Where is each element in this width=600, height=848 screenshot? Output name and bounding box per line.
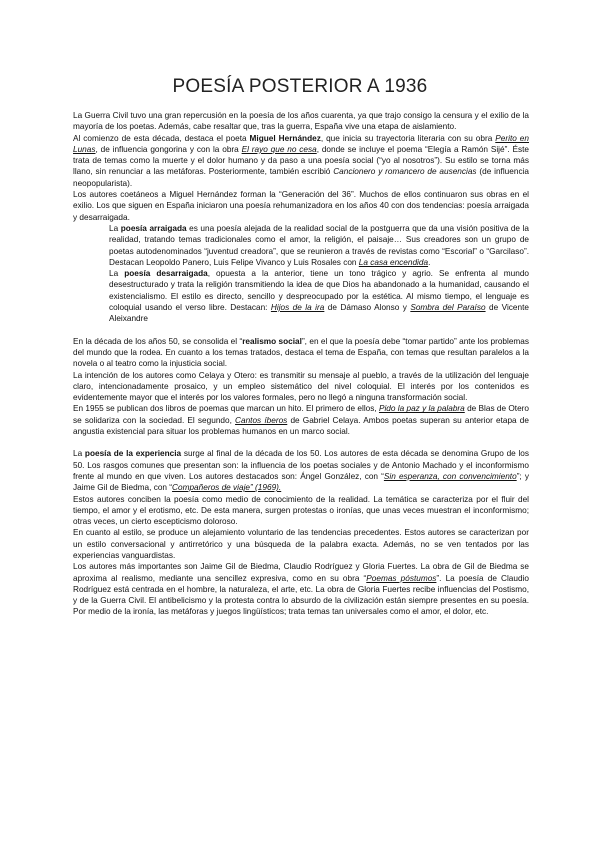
work-hijos-de-la-ira: Hijos de la ira — [270, 303, 325, 313]
paragraph-miguel-hernandez: Al comienzo de esta década, destaca el poeta Miguel Hernández, que inicia su trayectoria literaria con su obra Perito en Lunas, de influencia gongorina y con la obra El rayo que no cesa, donde se incluye el poema “Elegía a Ramón Sijé”. Éste trata de temas como la muerte y el dolor humano y da paso a una poesía social (“yo al nosotros”). Su estilo se torna más llano, sin renunciar a las metáforas. Posteriormente, también escribió Cancionero y romancero de ausencias (de influencia neopopularista). — [73, 133, 529, 188]
author-miguel-hernandez: Miguel Hernández — [249, 133, 321, 143]
work-cancionero: Cancionero y romancero de ausencias — [333, 167, 477, 177]
term-realismo-social: realismo social — [242, 336, 302, 346]
work-el-rayo-que-no-cesa: El rayo que no cesa — [241, 144, 317, 154]
page-title: POESÍA POSTERIOR A 1936 — [172, 76, 428, 97]
term-poesia-arraigada: poesía arraigada — [120, 223, 187, 233]
work-poemas-postumos: Poemas póstumos — [366, 573, 437, 583]
paragraph-poesia-arraigada: La poesía arraigada es una poesía alejada de la realidad social de la postguerra que da una visión positiva de la realidad, tratando temas tradicionales como el amor, la religión, el paisaje… Sus creadores son un grupo de poetas autodenominados “juventud creadora”, que se reunieron a través de revistas como “Escorial” o “Garcilaso”. Destacan Leopoldo Panero, Luis Felipe Vivanco y Luis Rosales con La casa encendida. — [109, 223, 529, 267]
work-perito-en-lunas: Perito en Lunas — [73, 133, 529, 154]
work-cantos-iberos: Cantos íberos — [235, 415, 288, 425]
document-body — [73, 110, 529, 618]
work-pido-la-paz: Pido la paz y la palabra — [378, 404, 465, 414]
work-companeros-year: ” (1969). — [250, 483, 282, 493]
paragraph-tematica: Estos autores conciben la poesía como medio de conocimiento de la realidad. La temática se caracteriza por el fluir del tiempo, el amor y el erotismo, etc. De esta manera, surgen protestas o ironías, que unas veces muestran el inconformismo; otras veces, un cierto escepticismo doloroso. — [73, 494, 529, 527]
term-poesia-experiencia: poesía de la experiencia — [84, 449, 182, 459]
paragraph-poesia-desarraigada: La poesía desarraigada, opuesta a la anterior, tiene un tono trágico y agrio. Se enfrenta al mundo desestructurado y trata la religión transmitiendo la idea de que Dios ha abandonado a la humanidad, causando el existencialismo. El estilo es directo, sencillo y despreocupado por la estética. Al mismo tiempo, el lenguaje es coloquial usando el verso libre. Destacan: Hijos de la ira de Dámaso Alonso y Sombra del Paraíso de Vicente Aleixandre — [109, 269, 530, 324]
work-sin-esperanza: Sin esperanza, con convencimiento — [383, 471, 517, 481]
paragraph-autores: Los autores más importantes son Jaime Gil de Biedma, Claudio Rodríguez y Gloria Fuertes. La obra de Gil de Biedma se aproxima al realismo, mediante una sencillez expresiva, como en su obra “Poemas póstumos”. La poesía de Claudio Rodríguez está centrada en el hombre, la naturaleza, el arte, etc. La obra de Gloria Fuertes recibe influencias del Postismo, y de la Guerra Civil. El antibelicismo y la protesta contra lo absurdo de la civilización están siempre presentes en su poesía. Por medio de la ironía, las metáforas y juegos lingüísticos; trata temas tan universales como el amor, el dolor, etc. — [73, 562, 529, 617]
paragraph-realismo-social: En la década de los años 50, se consolida el “realismo social”, en el que la poesía debe “tomar partido” ante los problemas del mundo que la rodea. En cuanto a los temas tratados, destaca el tema de España, con temas que resultan paralelos a la novela o al teatro como la injusticia social. — [73, 336, 530, 369]
work-companeros-de-viaje: Compañeros de viaje — [172, 483, 251, 493]
paragraph-generacion-36: Los autores coetáneos a Miguel Hernández forman la “Generación del 36”. Muchos de ellos continuaron sus obras en el exilio. Los que siguen en España iniciaron una poesía rehumanizadora en los años 40 con dos tendencias: poesía arraigada y desarraigada. — [73, 190, 529, 222]
term-poesia-desarraigada: poesía desarraigada — [124, 269, 208, 279]
paragraph-estilo: En cuanto al estilo, se produce un alejamiento voluntario de las tendencias precedentes. Estos autores se caracterizan por un estilo conversacional y antirretórico y una búsqueda de la palabra exacta. Además, no se ven tentados por las experiencias vanguardistas. — [73, 528, 529, 560]
paragraph-celaya-otero: La intención de los autores como Celaya y Otero: es transmitir su mensaje al pueblo, a través de la utilización del lenguaje claro, intencionadamente prosaico, y un empleo sistemático del nivel coloquial. El interés por los contenidos es evidentemente mayor que el interés por los valores formales, pero no llegó a ninguna transformación social. — [73, 370, 529, 403]
work-la-casa-encendida: La casa encendida — [358, 257, 429, 267]
paragraph-civil-war: La Guerra Civil tuvo una gran repercusión en la poesía de los años cuarenta, ya que trajo consigo la censura y el exilio de la mayoría de los poetas. Además, cabe resaltar que, tras la guerra, España vive una etapa de aislamiento. — [73, 111, 529, 132]
work-sombra-del-paraiso: Sombra del Paraíso — [410, 303, 486, 313]
paragraph-poesia-experiencia: La poesía de la experiencia surge al final de la década de los 50. Los autores de esta década se denomina Grupo de los 50. Los rasgos comunes que presentan son: la influencia de los poetas sociales y de Antonio Machado y el inconformismo frente al mundo en que viven. Los autores destacados son: Ángel González, con “Sin esperanza, con convencimiento”; y Jaime Gil de Biedma, con “Compañeros de viaje” (1969). — [73, 449, 530, 493]
paragraph-1955: En 1955 se publican dos libros de poemas que marcan un hito. El primero de ellos, Pido la paz y la palabra de Blas de Otero se solidariza con la sociedad. El segundo, Cantos íberos de Gabriel Celaya. Ambos poetas superan su anterior etapa de angustia existencial para situar los problemas humanos en un marco social. — [73, 404, 529, 437]
